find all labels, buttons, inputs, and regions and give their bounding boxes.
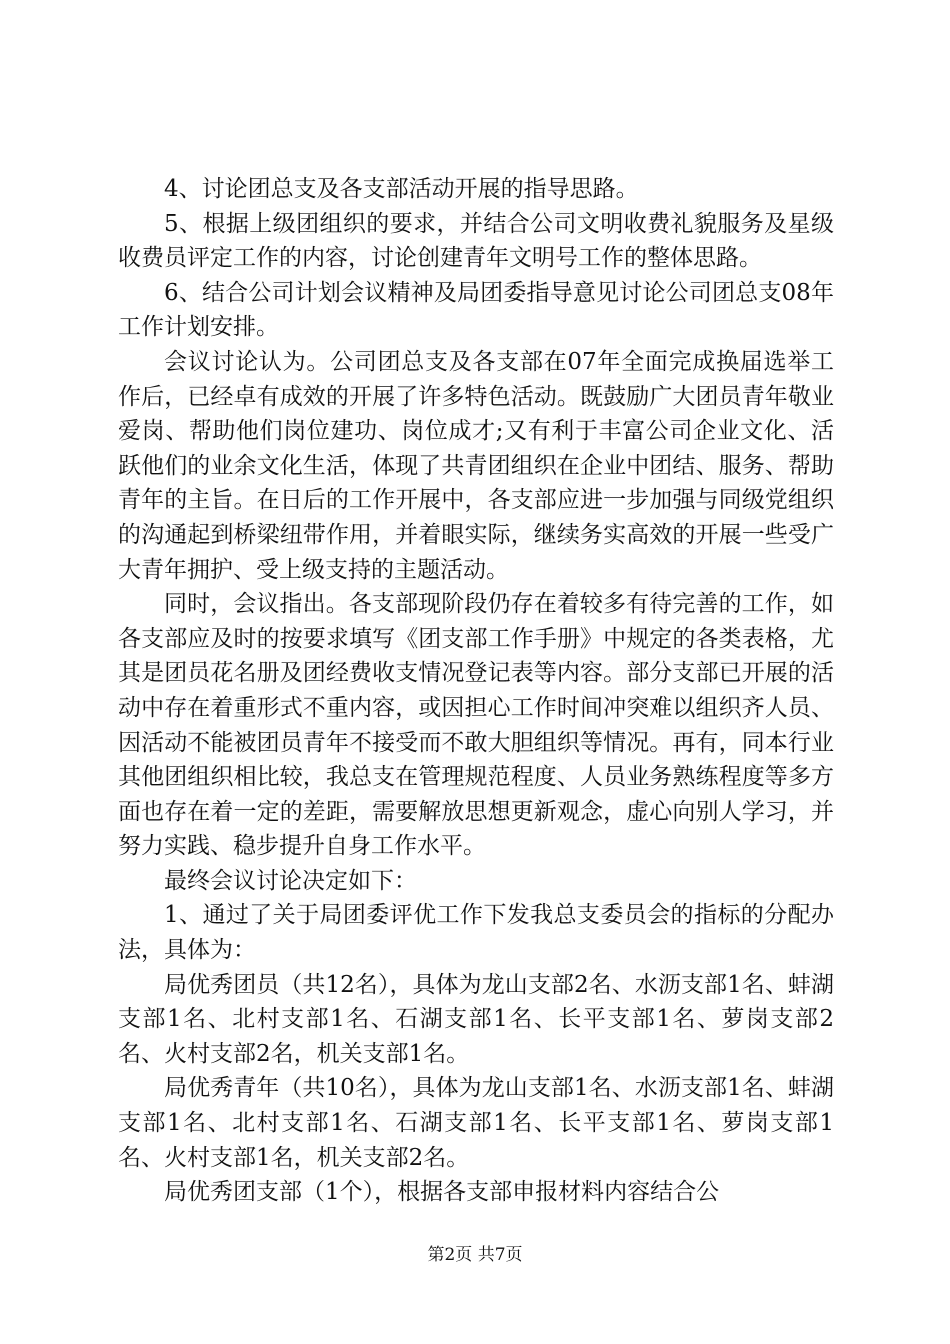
- paragraph-discussion: 会议讨论认为。公司团总支及各支部在07年全面完成换届选举工作后，已经卓有成效的开展了许多特色活动。既鼓励广大团员青年敬业爱岗、帮助他们岗位建功、岗位成才;又有利于丰富公司企业文化、活跃他们的业余文化生活，体现了共青团组织在企业中团结、服务、帮助青年的主旨。在日后的工作开展中，各支部应进一步加强与同级党组织的沟通起到桥梁纽带作用，并着眼实际，继续务实高效的开展一些受广大青年拥护、受上级支持的主题活动。: [118, 348, 834, 583]
- page-footer: [0, 1244, 950, 1266]
- paragraph-decision-1: 1、通过了关于局团委评优工作下发我总支委员会的指标的分配办法，具体为：: [118, 902, 834, 964]
- paragraph-item-5: 5、根据上级团组织的要求，并结合公司文明收费礼貌服务及星级收费员评定工作的内容，讨论创建青年文明号工作的整体思路。: [118, 210, 834, 272]
- paragraph-issues: 同时，会议指出。各支部现阶段仍存在着较多有待完善的工作，如各支部应及时的按要求填写《团支部工作手册》中规定的各类表格，尤其是团员花名册及团经费收支情况登记表等内容。部分支部已开展的活动中存在着重形式不重内容，或因担心工作时间冲突难以组织齐人员、因活动不能被团员青年不接受而不敢大胆组织等情况。再有，同本行业其他团组织相比较，我总支在管理规范程度、人员业务熟练程度等多方面也存在着一定的差距，需要解放思想更新观念，虚心向别人学习，并努力实践、稳步提升自身工作水平。: [118, 591, 834, 860]
- paragraph-excellent-members: 局优秀团员（共12名），具体为龙山支部2名、水沥支部1名、蚌湖支部1名、北村支部1名、石湖支部1名、长平支部1名、萝岗支部2名、火村支部2名，机关支部1名。: [118, 971, 834, 1067]
- document-body: [118, 172, 834, 1210]
- paragraph-excellent-youth: 局优秀青年（共10名），具体为龙山支部1名、水沥支部1名、蚌湖支部1名、北村支部1名、石湖支部1名、长平支部1名、萝岗支部1名、火村支部1名，机关支部2名。: [118, 1075, 834, 1171]
- paragraph-item-4: 4、讨论团总支及各支部活动开展的指导思路。: [164, 176, 639, 202]
- paragraph-item-6: 6、结合公司计划会议精神及局团委指导意见讨论公司团总支08年工作计划安排。: [118, 279, 834, 341]
- paragraph-decision-intro: 最终会议讨论决定如下：: [164, 867, 417, 894]
- page-number: 第2页 共7页: [427, 1245, 523, 1265]
- paragraph-excellent-branch: 局优秀团支部（1个），根据各支部申报材料内容结合公: [164, 1179, 720, 1206]
